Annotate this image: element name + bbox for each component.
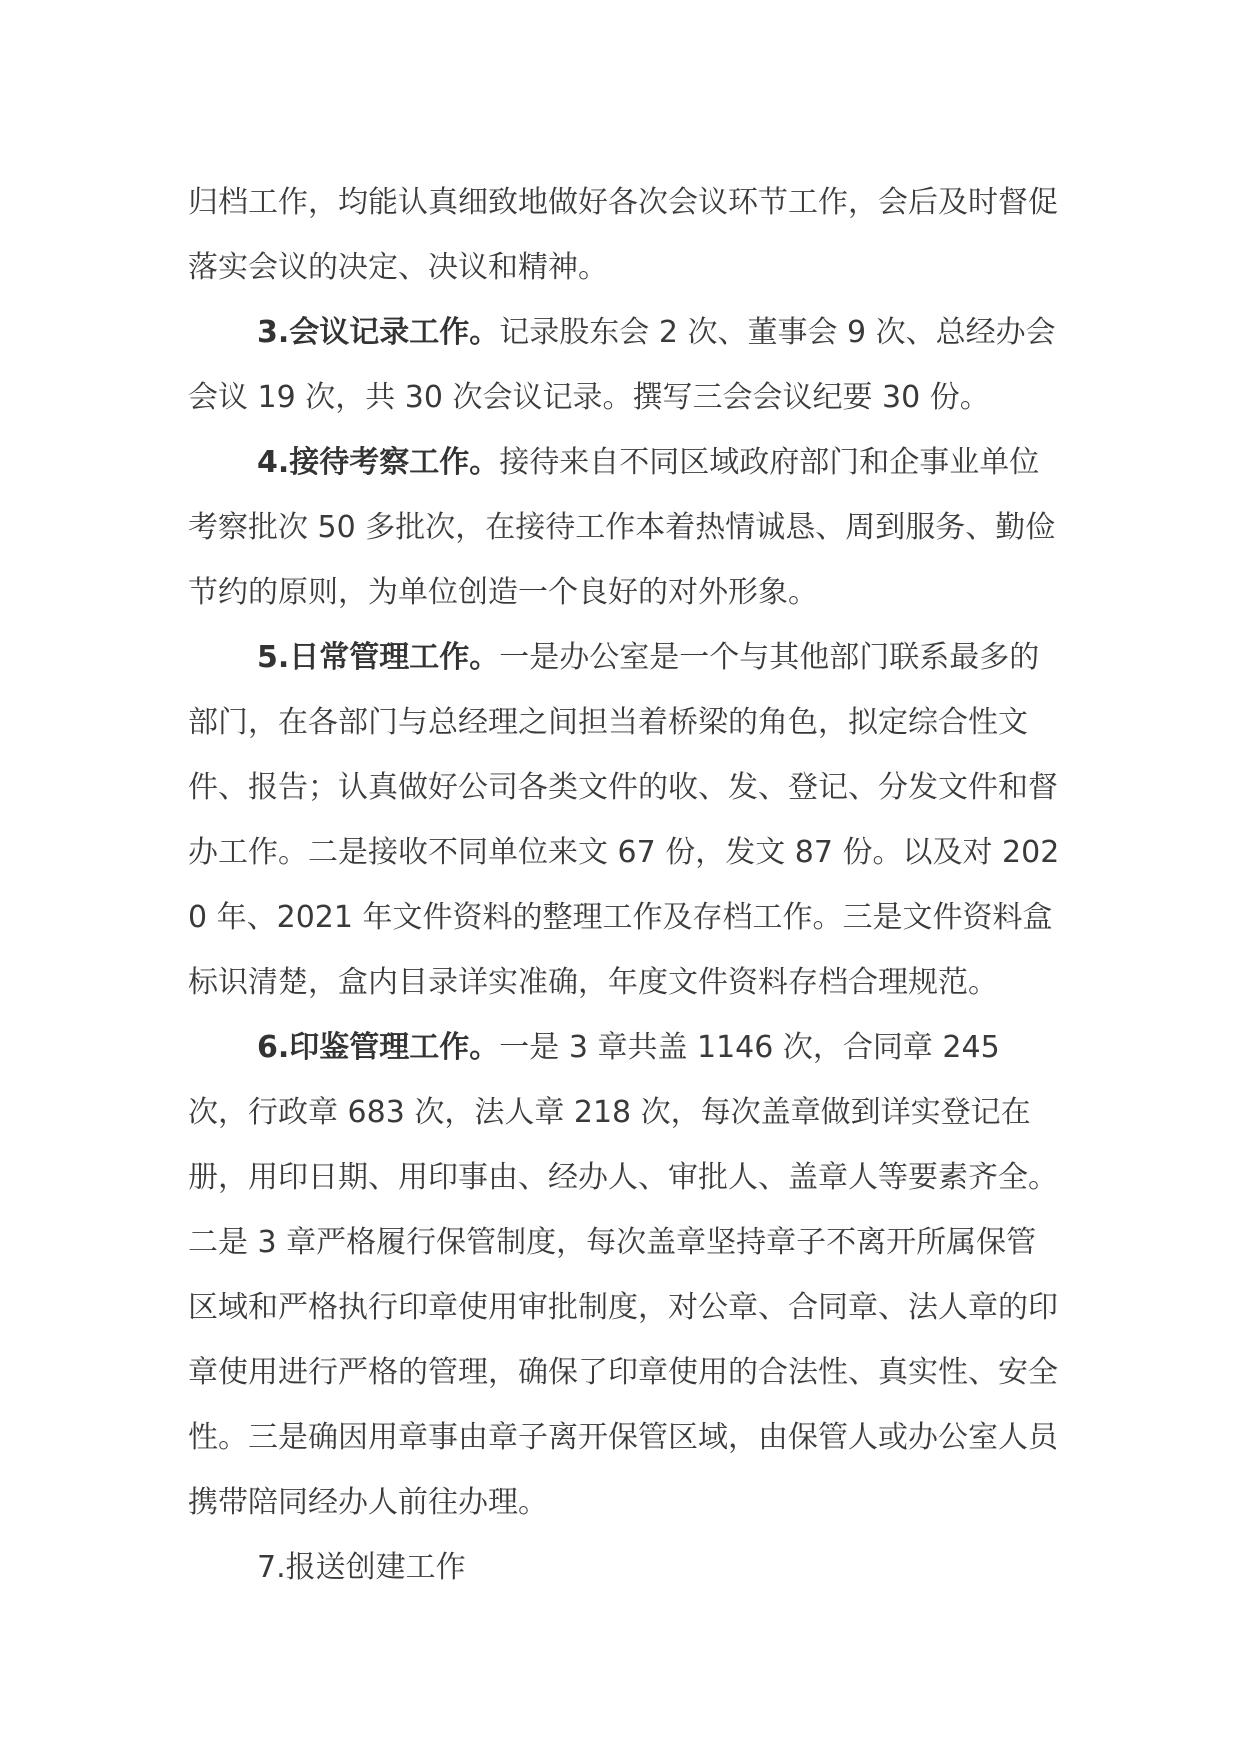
paragraph-text: 归档工作，均能认真细致地做好各次会议环节工作，会后及时督促落实会议的决定、决议和精神。 [188, 185, 1058, 285]
paragraph-heading: 4.接待考察工作。 [257, 445, 500, 480]
paragraph-meeting-archiving [188, 170, 1060, 300]
paragraph-reporting-work [188, 1535, 1060, 1600]
paragraph-heading: 3.会议记录工作。 [257, 315, 500, 350]
paragraph-heading: 6.印鉴管理工作。 [257, 1030, 500, 1065]
paragraph-heading: 5.日常管理工作。 [257, 640, 500, 675]
paragraph-text: 7.报送创建工作 [257, 1550, 466, 1585]
paragraph-daily-management [188, 625, 1060, 1015]
paragraph-text: 一是办公室是一个与其他部门联系最多的部门，在各部门与总经理之间担当着桥梁的角色，拟定综合性文件、报告；认真做好公司各类文件的收、发、登记、分发文件和督办工作。二是接收不同单位来文 67 份，发文 87 份。以及对 2020 年、2021 年文件资料的整理工作及存档工作。三是文件资料盒标识清楚，盒内目录详实准确，年度文件资料存档合理规范。 [188, 640, 1060, 1000]
paragraph-text: 接待来自不同区域政府部门和企事业单位考察批次 50 多批次，在接待工作本着热情诚恳、周到服务、勤俭节约的原则，为单位创造一个良好的对外形象。 [188, 445, 1056, 610]
paragraph-reception-visits [188, 430, 1060, 625]
paragraph-seal-management [188, 1015, 1060, 1535]
paragraph-text: 一是 3 章共盖 1146 次，合同章 245 次，行政章 683 次，法人章 218 次，每次盖章做到详实登记在册，用印日期、用印事由、经办人、审批人、盖章人等要素齐全。二是 3 章严格履行保管制度，每次盖章坚持章子不离开所属保管区域和严格执行印章使用审批制度，对公章、合同章、法人章的印章使用进行严格的管理，确保了印章使用的合法性、真实性、安全性。三是确因用章事由章子离开保管区域，由保管人或办公室人员携带陪同经办人前往办理。 [188, 1030, 1058, 1520]
document-body [188, 170, 1060, 1600]
paragraph-text: 记录股东会 2 次、董事会 9 次、总经办会会议 19 次，共 30 次会议记录。撰写三会会议纪要 30 份。 [188, 315, 1056, 415]
paragraph-meeting-records [188, 300, 1060, 430]
